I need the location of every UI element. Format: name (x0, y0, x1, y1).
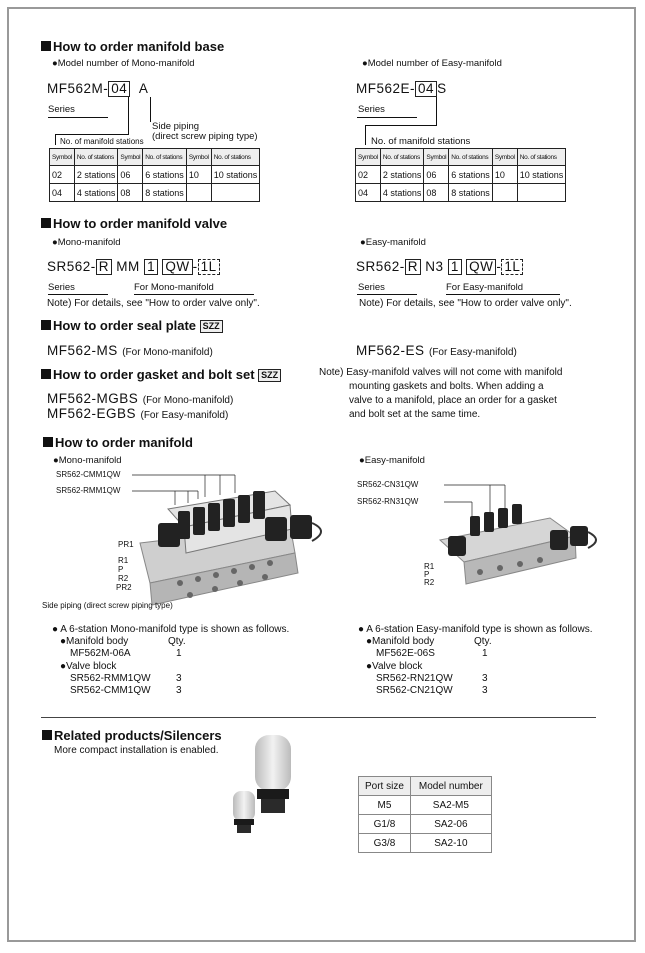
related-heading: Related products/Silencers (42, 728, 222, 743)
mono-block-2-model: SR562-CMM1QW (70, 685, 151, 696)
gasket-note-l1: Note) Easy-manifold valves will not come with manifold (319, 367, 563, 378)
mono-valve-note: Note) For details, see "How to order valve only". (47, 298, 260, 309)
easy-valve-note: Note) For details, see "How to order valve only". (359, 298, 572, 309)
mono-qty-label: Qty. (168, 636, 186, 647)
mono-stations-table: Symbol No. of stations Symbol No. of stations Symbol No. of stations 02 2 stations 06 6 stations 10 10 stations 04 4 stations 08 8 stations (49, 148, 260, 202)
manifold-heading: How to order manifold (43, 435, 193, 450)
table-row: M5 SA2-M5 (359, 796, 492, 815)
gasket-heading: How to order gasket and bolt set SZZ (41, 367, 281, 382)
easy-valve-model: SR562- R N3 1 QW - 1L (356, 259, 523, 275)
easy-body-label: ●Manifold body (366, 636, 435, 647)
mono-valve-series-label: Series (48, 282, 75, 293)
section-divider (41, 717, 596, 718)
szz-tag-2: SZZ (258, 369, 281, 382)
silencer-header-model: Model number (410, 777, 491, 796)
seal-plate-heading: How to order seal plate SZZ (41, 318, 223, 333)
silencer-header-port: Port size (359, 777, 411, 796)
easy-stations-table: Symbol No. of stations Symbol No. of stations Symbol No. of stations 02 2 stations 06 6 stations 10 10 stations 04 4 stations 08 8 stations (355, 148, 566, 202)
easy-body-qty: 1 (482, 648, 488, 659)
easy-base-subtitle: ●Model number of Easy-manifold (362, 58, 502, 69)
easy-base-model: MF562E- 04 S (356, 81, 447, 96)
mono-manifold-subtitle: ●Mono-manifold (53, 455, 122, 466)
silencer-table (358, 776, 492, 853)
table-row: G3/8 SA2-10 (359, 834, 492, 853)
gasket-note-l3: valve to a manifold, place an order for a gasket (349, 395, 557, 406)
easy-port-r2: R2 (424, 578, 435, 587)
easy-block-2-qty: 3 (482, 685, 488, 696)
easy-valve-series-label: Series (358, 282, 385, 293)
mono-base-model: MF562M- 04 A (47, 81, 149, 96)
gasket-note-l4: and bolt set at the same time. (349, 409, 481, 420)
side-piping-label: Side piping (152, 121, 200, 132)
easy-valve-subtitle: ●Easy-manifold (360, 237, 426, 248)
easy-example: ● A 6-station Easy-manifold type is shown as follows. (358, 624, 593, 635)
mono-base-series-label: Series (48, 104, 75, 115)
mono-body-label: ●Manifold body (60, 636, 129, 647)
mono-valve-model: SR562- R MM 1 QW - 1L (47, 259, 220, 275)
mono-body-model: MF562M-06A (70, 648, 131, 659)
mono-block-1-qty: 3 (176, 673, 182, 684)
easy-valve-for-label: For Easy-manifold (446, 282, 524, 293)
easy-block-2-model: SR562-CN21QW (376, 685, 453, 696)
mono-body-qty: 1 (176, 648, 182, 659)
mono-base-subtitle: ●Model number of Mono-manifold (52, 58, 195, 69)
mono-callout-1: SR562-CMM1QW (56, 470, 121, 479)
szz-tag: SZZ (200, 320, 223, 333)
gasket-note-l2: mounting gaskets and bolts. When adding a (349, 381, 544, 392)
easy-body-model: MF562E-06S (376, 648, 435, 659)
easy-manifold-subtitle: ●Easy-manifold (359, 455, 425, 466)
side-piping-caption: Side piping (direct screw piping type) (42, 601, 173, 610)
mono-block-1-model: SR562-RMM1QW (70, 673, 151, 684)
seal-plate-easy: MF562-ES (For Easy-manifold) (356, 343, 517, 358)
gasket-easy: MF562-EGBS (For Easy-manifold) (47, 406, 229, 421)
easy-stations-label: No. of manifold stations (371, 136, 471, 147)
related-sub: More compact installation is enabled. (54, 745, 219, 756)
mono-valve-for-label: For Mono-manifold (134, 282, 214, 293)
mono-block-label: ●Valve block (60, 661, 117, 672)
port-pr1: PR1 (118, 540, 134, 549)
port-p: P (118, 565, 124, 574)
port-r2: R2 (118, 574, 129, 583)
mono-example: ● A 6-station Mono-manifold type is shown as follows. (52, 624, 290, 635)
manifold-valve-heading: How to order manifold valve (41, 216, 227, 231)
easy-callout-1: SR562-CN31QW (357, 480, 419, 489)
silencer-illustration (225, 733, 305, 843)
easy-block-1-model: SR562-RN21QW (376, 673, 453, 684)
easy-port-r1: R1 (424, 562, 435, 571)
side-piping-desc: (direct screw piping type) (152, 131, 258, 142)
mono-callout-2: SR562-RMM1QW (56, 486, 121, 495)
easy-block-1-qty: 3 (482, 673, 488, 684)
easy-block-label: ●Valve block (366, 661, 423, 672)
table-row: G1/8 SA2-06 (359, 815, 492, 834)
mono-stations-label: No. of manifold stations (60, 137, 144, 146)
mono-valve-subtitle: ●Mono-manifold (52, 237, 121, 248)
easy-qty-label: Qty. (474, 636, 492, 647)
manifold-base-heading: How to order manifold base (41, 39, 224, 54)
port-pr2: PR2 (116, 583, 132, 592)
easy-port-p: P (424, 570, 430, 579)
port-r1: R1 (118, 556, 129, 565)
gasket-mono: MF562-MGBS (For Mono-manifold) (47, 391, 234, 406)
mono-manifold-illustration (40, 465, 330, 615)
easy-callout-2: SR562-RN31QW (357, 497, 419, 506)
seal-plate-mono: MF562-MS (For Mono-manifold) (47, 343, 213, 358)
easy-base-series-label: Series (358, 104, 385, 115)
mono-block-2-qty: 3 (176, 685, 182, 696)
